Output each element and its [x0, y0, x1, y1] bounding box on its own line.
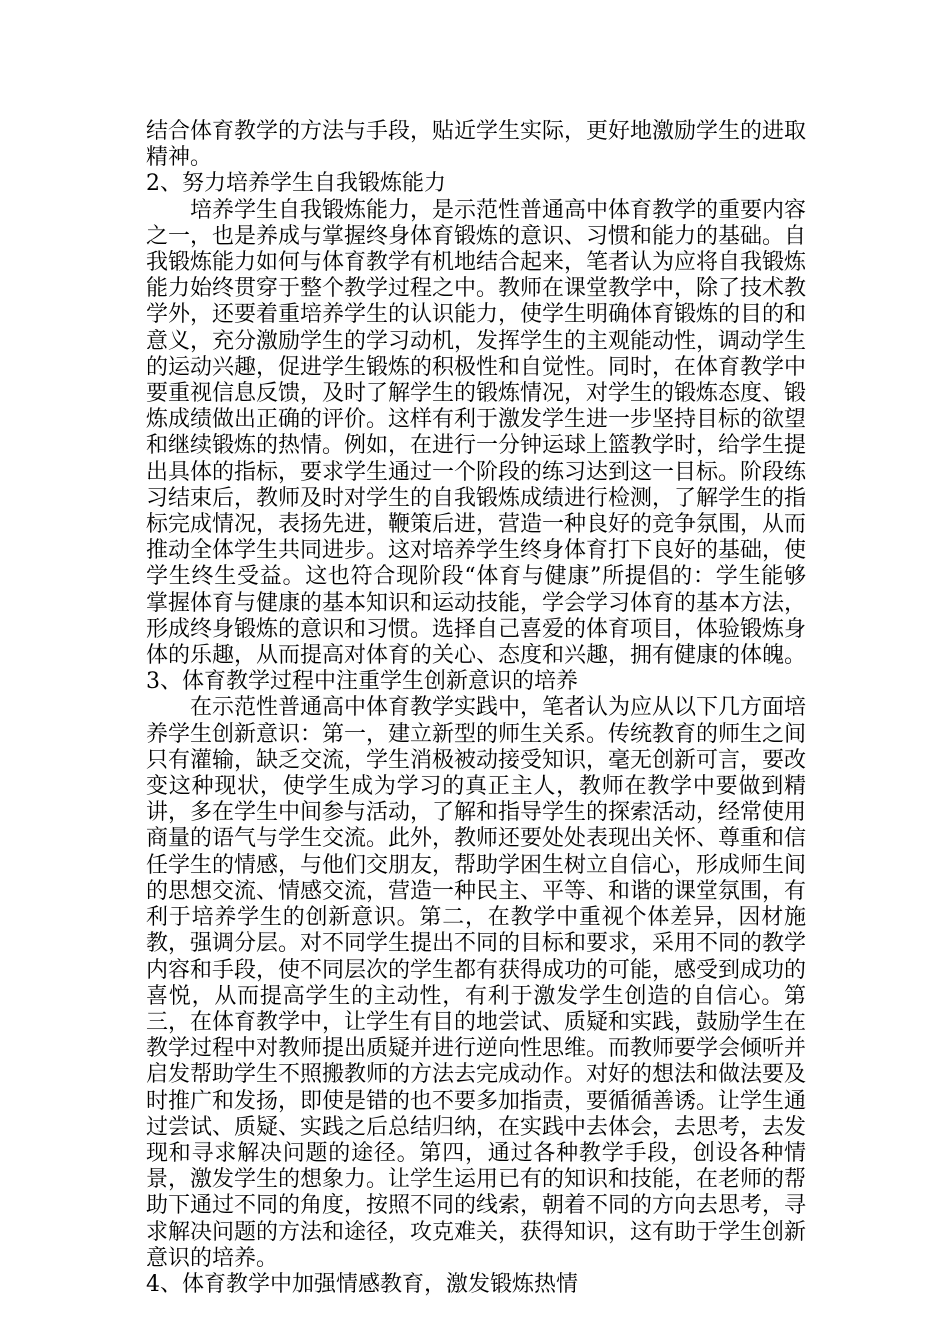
section-heading-2: 2、努力培养学生自我锻炼能力 [146, 171, 446, 197]
section-heading-3: 3、体育教学过程中注重学生创新意识的培养 [146, 669, 578, 695]
paragraph-continuation: 结合体育教学的方法与手段，贴近学生实际，更好地激励学生的进取精神。 [146, 119, 807, 171]
document-body [146, 119, 806, 1298]
paragraph-innovation: 在示范性普通高中体育教学实践中，笔者认为应从以下几方面培养学生创新意识：第一，建立新型的师生关系。传统教育的师生之间只有灌输，缺乏交流，学生消极被动接受知识，毫无创新可言，要改变这种现状，使学生成为学习的真正主人，教师在教学中要做到精讲，多在学生中间参与活动，了解和指导学生的探索活动，经常使用商量的语气与学生交流。此外，教师还要处处表现出关怀、尊重和信任学生的情感，与他们交朋友，帮助学困生树立自信心，形成师生间的思想交流、情感交流，营造一种民主、平等、和谐的课堂氛围，有利于培养学生的创新意识。第二，在教学中重视个体差异，因材施教，强调分层。对不同学生提出不同的目标和要求，采用不同的教学内容和手段，使不同层次的学生都有获得成功的可能，感受到成功的喜悦，从而提高学生的主动性，有利于激发学生创造的自信心。第三，在体育教学中，让学生有目的地尝试、质疑和实践，鼓励学生在教学过程中对教师提出质疑并进行逆向性思维。而教师要学会倾听并启发帮助学生不照搬教师的方法去完成动作。对好的想法和做法要及时推广和发扬，即使是错的也不要多加指责，要循循善诱。让学生通过尝试、质疑、实践之后总结归纳，在实践中去体会，去思考，去发现和寻求解决问题的途径。第四，通过各种教学手段，创设各种情景，激发学生的想象力。让学生运用已有的知识和技能，在老师的帮助下通过不同的角度，按照不同的线索，朝着不同的方向去思考，寻求解决问题的方法和途径，攻克难关，获得知识，这有助于学生创新意识的培养。 [146, 695, 807, 1271]
paragraph-self-exercise: 培养学生自我锻炼能力，是示范性普通高中体育教学的重要内容之一，也是养成与掌握终身体育锻炼的意识、习惯和能力的基础。自我锻炼能力如何与体育教学有机地结合起来，笔者认为应将自我锻炼能力始终贯穿于整个教学过程之中。教师在课堂教学中，除了技术教学外，还要着重培养学生的认识能力，使学生明确体育锻炼的目的和意义，充分激励学生的学习动机，发挥学生的主观能动性，调动学生的运动兴趣，促进学生锻炼的积极性和自觉性。同时，在体育教学中要重视信息反馈，及时了解学生的锻炼情况，对学生的锻炼态度、锻炼成绩做出正确的评价。这样有利于激发学生进一步坚持目标的欲望和继续锻炼的热情。例如，在进行一分钟运球上篮教学时，给学生提出具体的指标，要求学生通过一个阶段的练习达到这一目标。阶段练习结束后，教师及时对学生的自我锻炼成绩进行检测，了解学生的指标完成情况，表扬先进，鞭策后进，营造一种良好的竞争氛围，从而推动全体学生共同进步。这对培养学生终身体育打下良好的基础，使学生终生受益。这也符合现阶段“体育与健康”所提倡的：学生能够掌握体育与健康的基本知识和运动技能，学会学习体育的基本方法，形成终身锻炼的意识和习惯。选择自己喜爱的体育项目，体验锻炼身体的乐趣，从而提高对体育的关心、态度和兴趣，拥有健康的体魄。 [146, 197, 807, 669]
section-heading-4: 4、体育教学中加强情感教育，激发锻炼热情 [146, 1271, 578, 1297]
